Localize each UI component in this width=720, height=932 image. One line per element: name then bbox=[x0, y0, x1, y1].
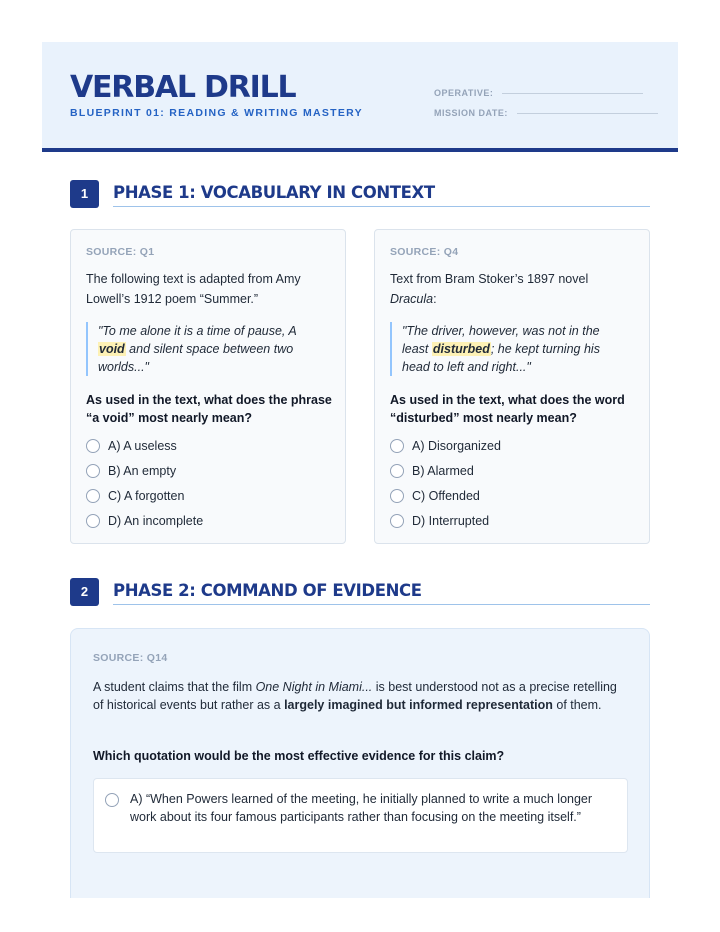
passage-quote bbox=[86, 322, 321, 376]
phase-1-divider bbox=[113, 206, 650, 207]
intro-emphasis: largely imagined but informed representation bbox=[284, 698, 553, 712]
option-label: C) A forgotten bbox=[108, 488, 185, 503]
radio-button[interactable] bbox=[86, 514, 100, 528]
radio-button[interactable] bbox=[86, 439, 100, 453]
phase-2-title: PHASE 2: COMMAND OF EVIDENCE bbox=[113, 581, 422, 600]
answer-option-b[interactable] bbox=[86, 458, 334, 483]
quote-text-after: and silent space between two worlds..." bbox=[98, 342, 294, 374]
operative-input-line[interactable] bbox=[502, 93, 643, 94]
question-intro bbox=[93, 678, 628, 714]
passage-quote bbox=[390, 322, 625, 376]
radio-button[interactable] bbox=[86, 489, 100, 503]
quote-text-after: ; he kept turning his head to left and right..." bbox=[402, 342, 600, 374]
option-label: B) Alarmed bbox=[412, 463, 474, 478]
phase-1-heading bbox=[70, 180, 650, 210]
question-prompt: As used in the text, what does the word “disturbed” most nearly mean? bbox=[390, 393, 625, 425]
question-card-q4 bbox=[374, 229, 650, 544]
mission-date-input-line[interactable] bbox=[517, 113, 658, 114]
radio-button[interactable] bbox=[390, 514, 404, 528]
quote-text-before: "The driver, however, was not in the least bbox=[402, 324, 600, 356]
phase-2-divider bbox=[113, 604, 650, 605]
answer-option-d[interactable] bbox=[86, 508, 334, 533]
radio-button[interactable] bbox=[105, 793, 119, 807]
question-card-q14 bbox=[70, 628, 650, 898]
source-label: SOURCE: Q14 bbox=[93, 652, 168, 664]
option-label: B) An empty bbox=[108, 463, 177, 478]
source-label: SOURCE: Q4 bbox=[390, 246, 459, 258]
intro-book-title: Dracula bbox=[390, 292, 434, 306]
phase-2-number-badge: 2 bbox=[70, 578, 99, 606]
phase-2-heading bbox=[70, 578, 650, 608]
mission-date-label: MISSION DATE: bbox=[434, 108, 508, 118]
question-prompt: As used in the text, what does the phrase “a void” most nearly mean? bbox=[86, 393, 332, 425]
answer-option-d[interactable] bbox=[390, 508, 638, 533]
phase-1-title: PHASE 1: VOCABULARY IN CONTEXT bbox=[113, 183, 435, 202]
answer-option-a[interactable] bbox=[93, 778, 628, 853]
answer-option-a[interactable] bbox=[86, 433, 334, 458]
intro-text-after: of them. bbox=[552, 698, 602, 712]
intro-text-middle: is best understood not as a precise retelling of historical events but rather as a bbox=[93, 680, 617, 712]
radio-button[interactable] bbox=[86, 464, 100, 478]
question-intro: The following text is adapted from Amy Lowell’s 1912 poem “Summer.” bbox=[86, 272, 301, 306]
answer-option-c[interactable] bbox=[390, 483, 638, 508]
intro-film-title: One Night in Miami... bbox=[255, 680, 373, 694]
page-subtitle: BLUEPRINT 01: READING & WRITING MASTERY bbox=[70, 107, 363, 119]
highlighted-word: disturbed bbox=[432, 342, 490, 356]
option-label: A) “When Powers learned of the meeting, he initially planned to write a much longer work about its four famous participants rather than focusing on the meeting itself.” bbox=[130, 792, 593, 824]
answer-option-b[interactable] bbox=[390, 458, 638, 483]
operative-field bbox=[434, 88, 643, 98]
page-title: VERBAL DRILL bbox=[70, 70, 296, 105]
highlighted-word: void bbox=[99, 342, 125, 356]
radio-button[interactable] bbox=[390, 464, 404, 478]
radio-button[interactable] bbox=[390, 439, 404, 453]
option-label: C) Offended bbox=[412, 488, 480, 503]
intro-text-after: : bbox=[433, 292, 437, 306]
option-label: D) An incomplete bbox=[108, 513, 204, 528]
option-label: A) A useless bbox=[108, 438, 177, 453]
question-card-q1 bbox=[70, 229, 346, 544]
source-label: SOURCE: Q1 bbox=[86, 246, 155, 258]
phase-1-number-badge: 1 bbox=[70, 180, 99, 208]
mission-date-field bbox=[434, 108, 658, 118]
option-label: A) Disorganized bbox=[412, 438, 501, 453]
option-label: D) Interrupted bbox=[412, 513, 490, 528]
question-intro bbox=[390, 269, 638, 309]
intro-text-before: A student claims that the film bbox=[93, 680, 256, 694]
question-prompt: Which quotation would be the most effective evidence for this claim? bbox=[93, 749, 505, 763]
page-header bbox=[42, 42, 678, 152]
answer-option-a[interactable] bbox=[390, 433, 638, 458]
quote-text-before: "To me alone it is a time of pause, A bbox=[98, 324, 297, 338]
answer-options bbox=[86, 433, 334, 533]
answer-option-c[interactable] bbox=[86, 483, 334, 508]
radio-button[interactable] bbox=[390, 489, 404, 503]
intro-text-before: Text from Bram Stoker’s 1897 novel bbox=[390, 272, 589, 286]
answer-options bbox=[390, 433, 638, 533]
operative-label: OPERATIVE: bbox=[434, 88, 494, 98]
